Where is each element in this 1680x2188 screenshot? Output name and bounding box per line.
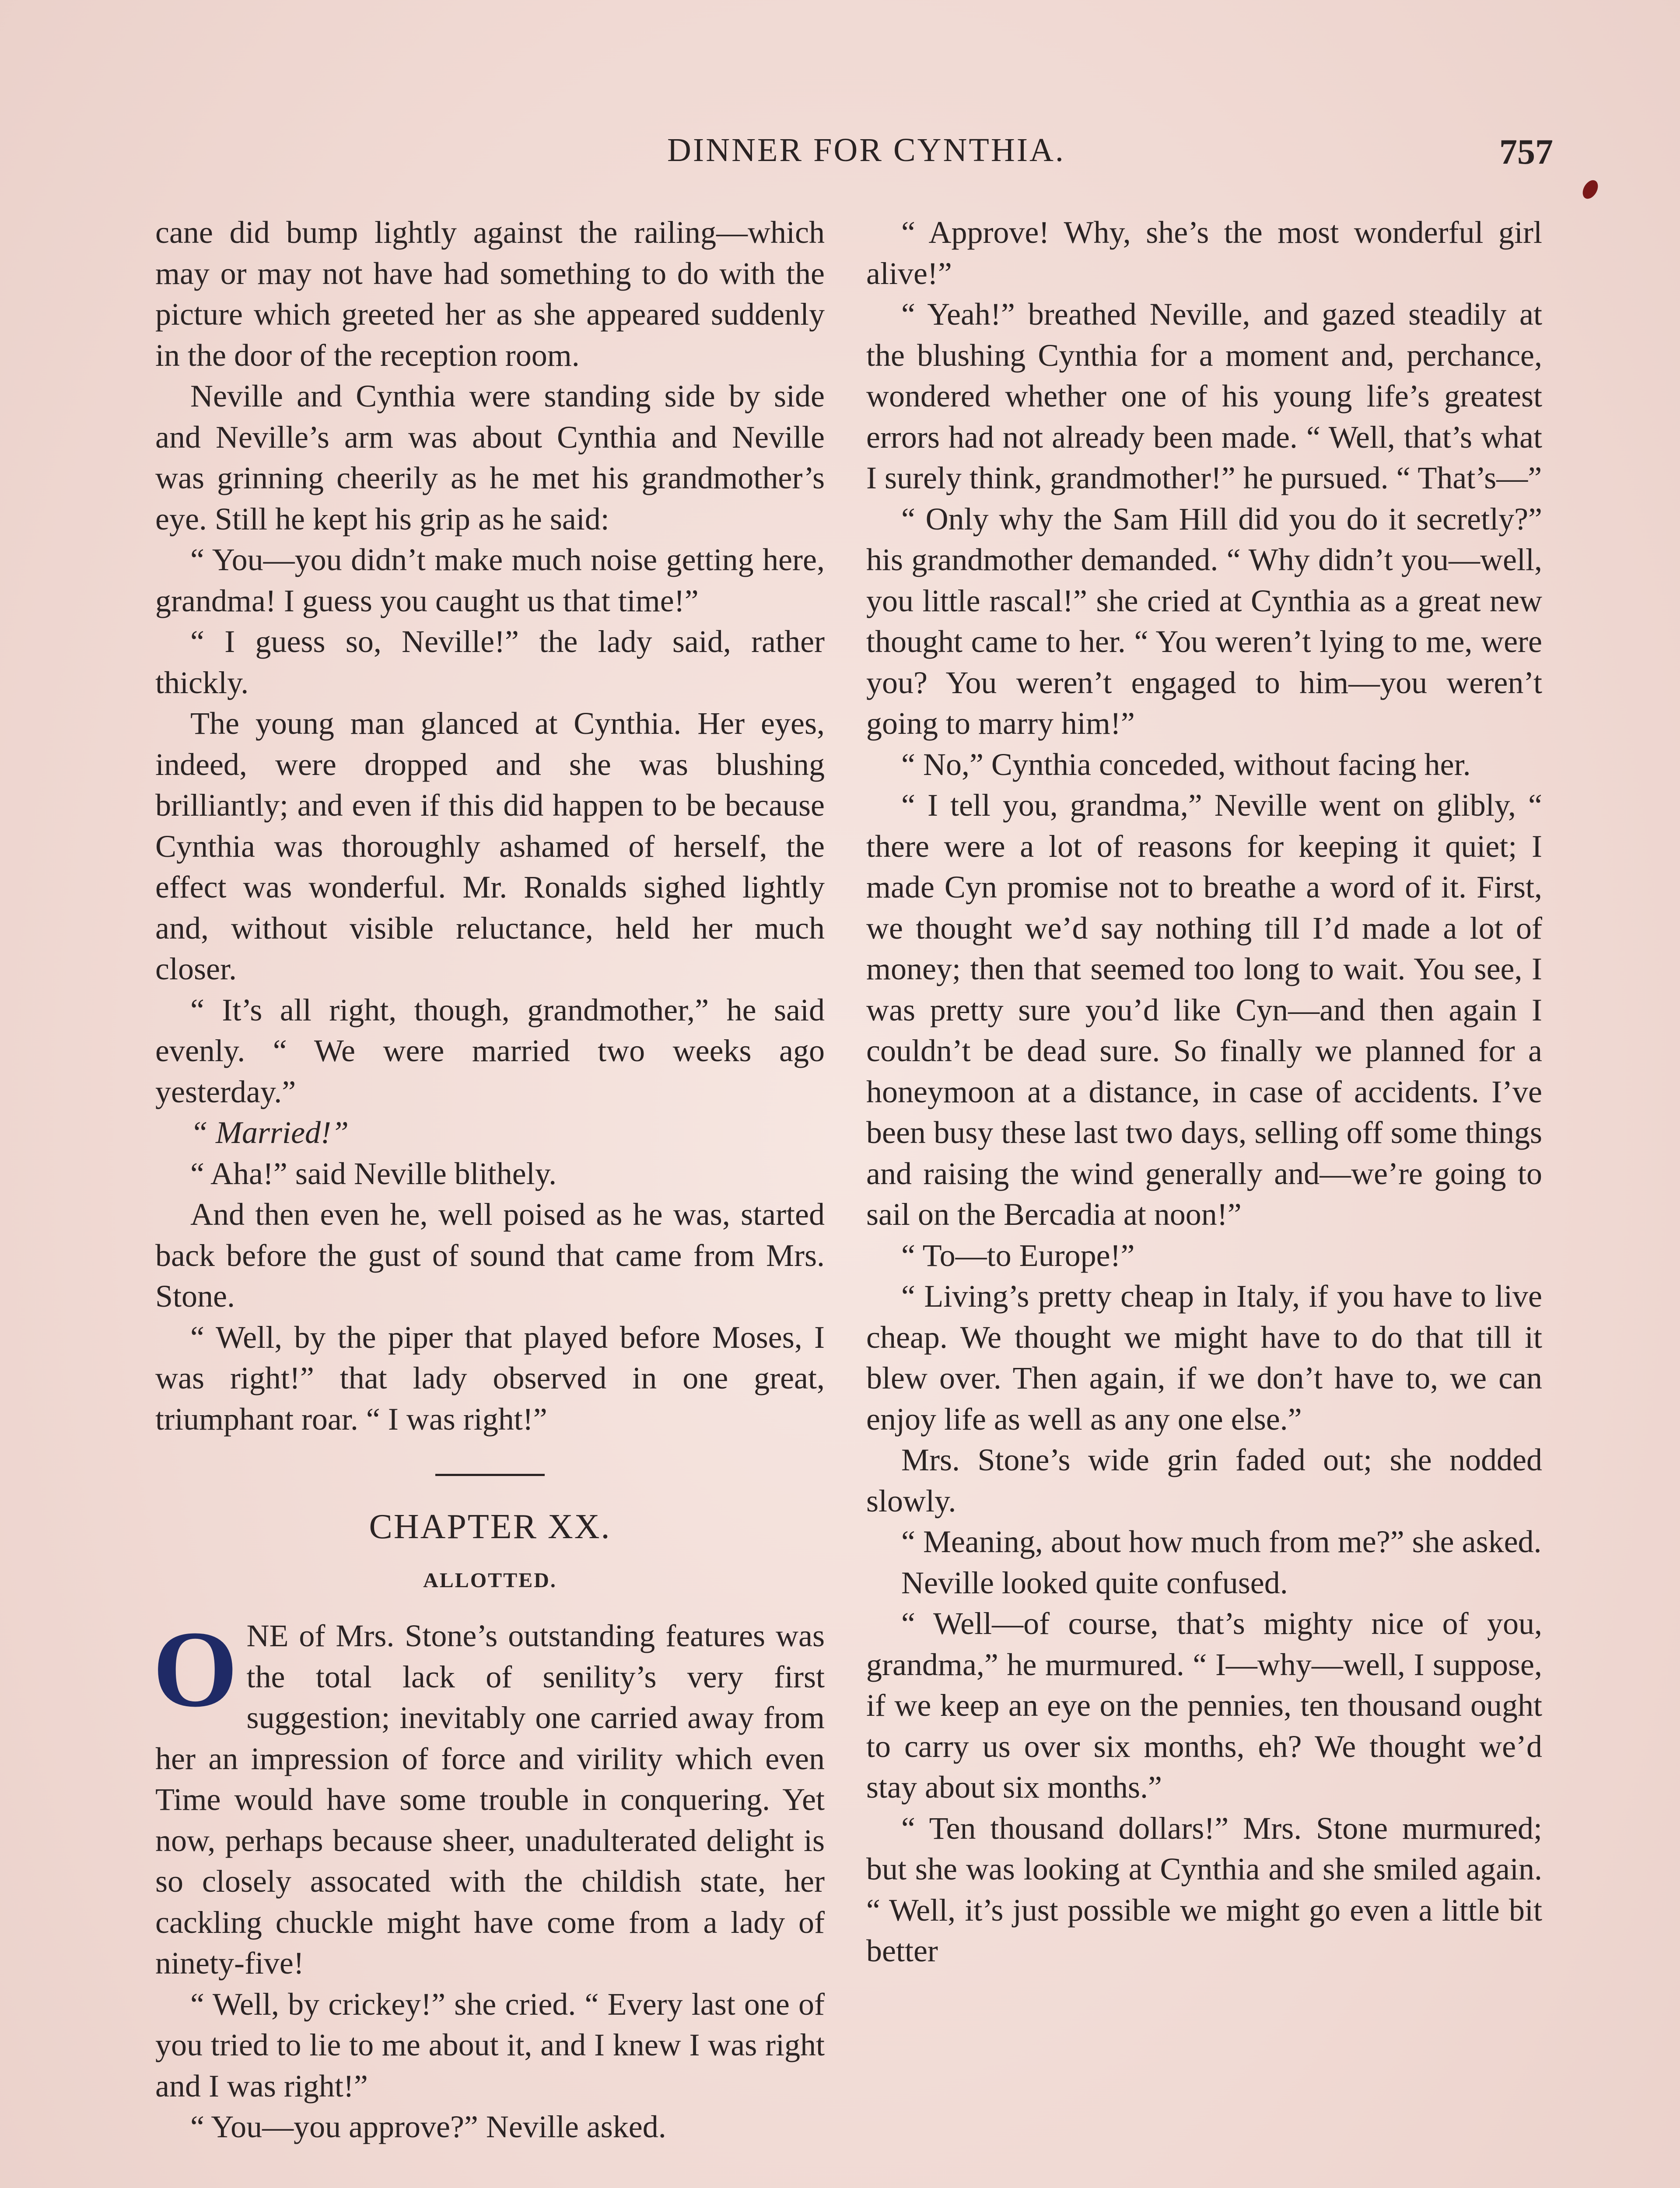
paragraph: “ You—you didn’t make much noise getting here, grandma! I guess you caught us that time!” — [155, 542, 825, 618]
paragraph: Neville and Cynthia were standing side by side and Neville’s arm was about Cynthia and Neville was grinning cheerily as he met his grandmother’s eye. Still he kept his grip as he said: — [155, 379, 825, 536]
paragraph: “ I guess so, Neville!” the lady said, rather thickly. — [155, 624, 825, 700]
paragraph: “ Aha!” said Neville blithely. — [190, 1156, 557, 1191]
paragraph: “ Well—of course, that’s mighty nice of you, grandma,” he murmured. “ I—why—well, I suppose, if we keep an eye on the pennies, ten thousand ought to carry us over six months, eh? We thought we’d stay about six months.” — [866, 1606, 1542, 1805]
paragraph: “ Only why the Sam Hill did you do it secretly?” his grandmother demanded. “ Why didn’t you—well, you little rascal!” she cried at Cynthia as a great new thought came to her. “ You weren’t lying to me, were you? You weren’t engaged to him—you weren’t going to marry him!” — [866, 501, 1542, 741]
right-column — [866, 212, 1542, 1972]
paragraph: “ It’s all right, though, grandmother,” he said evenly. “ We were married two weeks ago yesterday.” — [155, 992, 825, 1109]
paragraph: “ No,” Cynthia conceded, without facing her. — [901, 747, 1471, 782]
paragraph: “ Living’s pretty cheap in Italy, if you have to live cheap. We thought we might have to do that till it blew over. Then again, if we don’t have to, we can enjoy life as well as any one else.” — [866, 1279, 1542, 1437]
paragraph: “ Married!” — [190, 1115, 349, 1150]
paragraph: “ Meaning, about how much from me?” she asked. — [901, 1524, 1542, 1559]
paragraph: The young man glanced at Cynthia. Her eyes, indeed, were dropped and she was blushing brilliantly; and even if this did happen to be because Cynthia was thoroughly ashamed of herself, the effect was wonderful. Mr. Ronalds sighed lightly and, without visible reluctance, held her much closer. — [155, 706, 825, 986]
paragraph: Neville looked quite confused. — [901, 1565, 1288, 1600]
paragraph: “ Approve! Why, she’s the most wonderful girl alive!” — [866, 215, 1542, 291]
chapter-title: CHAPTER XX. — [369, 1508, 611, 1546]
running-title: DINNER FOR CYNTHIA. — [667, 132, 1065, 168]
paragraph: And then even he, well poised as he was, started back before the gust of sound that came from Mrs. Stone. — [155, 1197, 825, 1314]
page-number: 757 — [1499, 132, 1553, 172]
paragraph: “ Well, by the piper that played before Moses, I was right!” that lady observed in one great, triumphant roar. “ I was right!” — [155, 1319, 825, 1437]
paragraph: “ Ten thousand dollars!” Mrs. Stone murmured; but she was looking at Cynthia and she smiled again. “ Well, it’s just possible we might go even a little bit better — [866, 1810, 1542, 1968]
paragraph: “ You—you approve?” Neville asked. — [190, 2109, 666, 2144]
paragraph: “ Yeah!” breathed Neville, and gazed steadily at the blushing Cynthia for a moment and, perchance, wondered whether one of his young life’s greatest errors had not already been made. “ Well, that’s what I surely think, grandmother!” he pursued. “ That’s—” — [866, 297, 1542, 495]
paragraph: cane did bump lightly against the railing—which may or may not have had something to do with the picture which greeted her as she appeared suddenly in the door of the reception room. — [155, 215, 825, 373]
chapter-opening-text: NE of Mrs. Stone’s outstanding features was the total lack of senility’s very first suggestion; inevitably one carried away from her an impression of force and virility which even Time would have some trouble in conquering. Yet now, perhaps because sheer, unadulterated delight is so closely assocated with the childish state, her cackling chuckle might have come from a lady of ninety-five! — [155, 1618, 825, 1981]
section-divider — [435, 1474, 545, 1476]
paragraph: “ To—to Europe!” — [901, 1238, 1135, 1273]
drop-cap: O — [153, 1609, 238, 1730]
paragraph: “ Well, by crickey!” she cried. “ Every last one of you tried to lie to me about it, and I knew I was right and I was right!” — [155, 1986, 825, 2104]
chapter-subtitle: ALLOTTED. — [423, 1568, 557, 1592]
left-column — [155, 212, 825, 2148]
paragraph: Mrs. Stone’s wide grin faded out; she nodded slowly. — [866, 1442, 1542, 1518]
chapter-opening-paragraph — [153, 1609, 825, 1984]
paragraph: “ I tell you, grandma,” Neville went on glibly, “ there were a lot of reasons for keeping it quiet; I made Cyn promise not to breathe a word of it. First, we thought we’d say nothing till I’d made a lot of money; then that seemed too long to wait. You see, I was pretty sure you’d like Cyn—and then again I couldn’t be dead sure. So finally we planned for a honeymoon at a distance, in case of accidents. I’ve been busy these last two days, selling off some things and raising the wind generally and—we’re going to sail on the Bercadia at noon!” — [866, 788, 1542, 1232]
